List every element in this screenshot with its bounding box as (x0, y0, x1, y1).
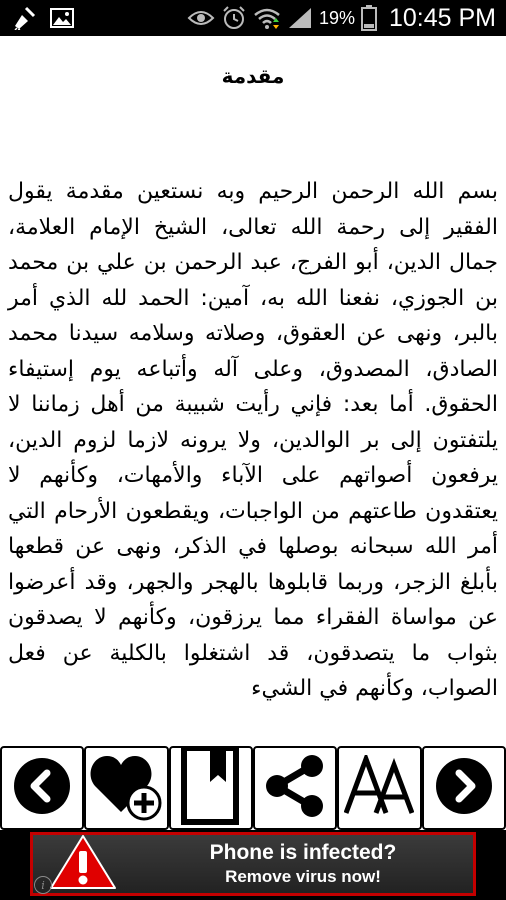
wifi-icon (253, 6, 281, 30)
image-icon (50, 7, 74, 29)
next-button[interactable] (422, 746, 506, 830)
bookmark-icon (180, 746, 242, 830)
font-size-button[interactable] (337, 746, 421, 830)
add-favorite-button[interactable] (84, 746, 168, 830)
alarm-icon (221, 5, 247, 31)
ad-info-icon[interactable]: i (34, 876, 52, 894)
warning-icon (48, 833, 118, 895)
clock: 10:45 PM (388, 3, 496, 32)
page-title: مقدمة (221, 64, 285, 88)
reading-area[interactable] (0, 36, 506, 746)
heart-plus-icon (89, 750, 163, 826)
battery-icon (361, 5, 377, 31)
status-bar-system (187, 4, 506, 33)
body-text: بسم الله الرحمن الرحيم وبه نستعين مقدمة يقول الفقير إلى رحمة الله تعالى، الشيخ الإمام العلامة، جمال الدين، أبو الفرج، عبد الرحمن بن علي بن محمد بن الجوزي، نفعنا الله به، آمين: الحمد لله الذي أمر بالبر، ونهى عن العقوق، وصلاته وسلامه سيدنا محمد الصادق، المصدوق، وعلى آله وأتباعه يوم إستيفاء الحقوق. أما بعد: فإني رأيت شبيبة من أهل زماننا لا يلتفتون إلى بر الوالدين، ولا يرونه لازما لزوم الدين، يرفعون أصواتهم على الآباء والأمهات، وكأنهم لا يعتقدون طاعتهم من الواجبات، ويقطعون الأرحام التي أمر الله سبحانه بوصلها في الذكر، ونهى عن قطعها بأبلغ الزجر، وربما قابلوها بالهجر والجهر، وقد أعرضوا عن مواساة الفقراء مما يرزقون، وكأنهم لا يصدقون بثواب ما يتصدقون، قد اشتغلوا بالكلية عن فعل الصواب، وكأنهم في الشيء (8, 179, 498, 701)
ad-subline: Remove virus now! (225, 867, 381, 886)
signal-icon (287, 6, 313, 30)
chevron-right-icon (433, 755, 495, 821)
eye-icon (187, 8, 215, 28)
ad-banner-area (0, 830, 506, 900)
battery-percent: 19% (318, 7, 355, 28)
font-size-icon (344, 755, 414, 821)
bookmark-button[interactable] (169, 746, 253, 830)
status-bar (0, 0, 506, 36)
broom-icon (12, 6, 38, 30)
ad-banner[interactable] (30, 832, 476, 896)
share-icon (263, 754, 327, 822)
previous-button[interactable] (0, 746, 84, 830)
share-button[interactable] (253, 746, 337, 830)
status-bar-notifications (0, 6, 74, 30)
ad-headline: Phone is infected? (209, 841, 397, 864)
toolbar (0, 746, 506, 830)
chevron-left-icon (11, 755, 73, 821)
